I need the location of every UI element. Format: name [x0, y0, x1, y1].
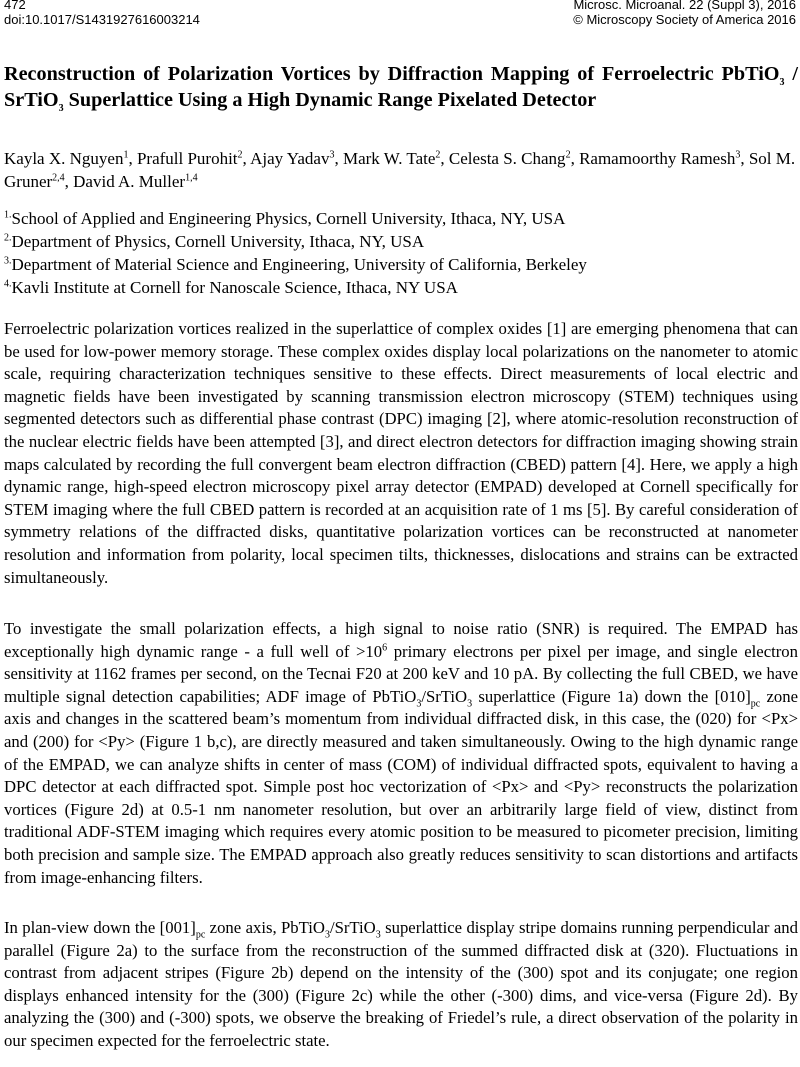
affiliation-text: Department of Material Science and Engineering, University of California, Berkeley	[11, 255, 587, 274]
author-affiliation-mark: 3	[329, 149, 335, 161]
author-name: Ramamoorthy Ramesh	[579, 149, 736, 168]
affiliation-text: Department of Physics, Cornell University, Ithaca, NY, USA	[11, 232, 425, 251]
affiliation-text: Kavli Institute at Cornell for Nanoscale Science, Ithaca, NY USA	[11, 278, 458, 297]
author-separator: ,	[440, 149, 449, 168]
paragraph-intro: Ferroelectric polarization vortices realized in the superlattice of complex oxides [1] are emerging phenomena that can be used for low-power memory storage. These complex oxides display local polarizations on the nanometer to atomic scale, requiring characterization techniques sensitive to these effects. Direct measurements of local electric and magnetic fields have been investigated by scanning transmission electron microscopy (STEM) techniques using segmented detectors such as differential phase contrast (DPC) imaging [2], where atomic-resolution reconstruction of the nuclear electric fields have been attempted [3], and direct electron detectors for diffraction imaging showing strain maps calculated by recording the full convergent beam electron diffraction (CBED) pattern [4]. Here, we apply a high dynamic range, high-speed electron microscopy pixel array detector (EMPAD) developed at Cornell specifically for STEM imaging where the full CBED pattern is recorded at an acquisition rate of 1 ms [5]. By careful consideration of symmetry relations of the diffracted disks, quantitative polarization vortices can be reconstructed at nanometer resolution and information from polarity, local specimen tilts, thicknesses, dislocations and strains can be extracted simultaneously.	[4, 319, 798, 587]
affiliation-list	[4, 207, 798, 299]
affiliation-mark: 3.	[4, 255, 12, 267]
author-affiliation-mark: 2	[237, 149, 243, 161]
affiliation-text: School of Applied and Engineering Physics, Cornell University, Ithaca, NY, USA	[11, 209, 566, 228]
author-name: Kayla X. Nguyen	[4, 149, 124, 168]
affiliation-item	[4, 207, 798, 230]
author-affiliation-mark: 1,4	[185, 172, 198, 184]
author-name: Celesta S. Chang	[448, 149, 566, 168]
paper-title: Reconstruction of Polarization Vortices by Diffraction Mapping of Ferroelectric PbTiO$_3$ / SrTiO$_3$ Superlattice Using a High Dynamic Range Pixelated Detector	[4, 63, 799, 115]
affiliation-item	[4, 276, 798, 299]
author-name: Ajay Yadav	[250, 149, 330, 168]
doi[interactable]: doi:10.1017/S1431927616003214	[4, 12, 200, 27]
author-list	[4, 147, 798, 193]
author-separator: ,	[570, 149, 580, 168]
affiliation-item	[4, 230, 798, 253]
author-affiliation-mark: 1	[123, 149, 129, 161]
author-separator: ,	[64, 172, 74, 191]
affiliation-mark: 1.	[4, 209, 12, 221]
author-affiliation-mark: 2	[435, 149, 441, 161]
paragraph-plan-view: In plan-view down the $[001]_{pc}$ zone axis, PbTiO$_3$/SrTiO$_3$ superlattice display stripe domains running perpendicular and parallel (Figure 2a) to the surface from the reconstruction of the summed diffracted disk at (320). Fluctuations in contrast from adjacent stripes (Figure 2b) depend on the intensity of the (300) spot and its conjugate; one region displays enhanced intensity for the (300) (Figure 2c) while the other (-300) dims, and vice-versa (Figure 2d). By analyzing the (300) and (-300) spots, we observe the breaking of Friedel’s rule, a direct observation of the polarity in our specimen expected for the ferroelectric state.	[4, 918, 798, 1050]
author-name: Mark W. Tate	[342, 149, 436, 168]
paragraph-method: To investigate the small polarization effects, a high signal to noise ratio (SNR) is required. The EMPAD has exceptionally high dynamic range - a full well of $>10^6$ primary electrons per pixel per image, and single electron sensitivity at 1162 frames per second, on the Tecnai F20 at 200 keV and 10 pA. By collecting the full CBED, we have multiple signal detection capabilities; ADF image of PbTiO$_3$/SrTiO$_3$ superlattice (Figure 1a) down the $[010]_{pc}$ zone axis and changes in the scattered beam’s momentum from individual diffracted disk, in this case, the (020) for <Px> and (200) for <Py> (Figure 1 b,c), are directly measured and taken simultaneously. Owing to the high dynamic range of the EMPAD, we can analyze shifts in center of mass (COM) of individual diffracted spots, equivalent to having a DPC detector at each diffracted spot. Simple post hoc vectorization of <Px> and <Py> reconstructs the polarization vortices (Figure 2d) at 0.5-1 nm nanometer resolution, but over an arbitrarily large field of view, distinct from traditional ADF-STEM imaging which requires every atomic position to be measured to picometer precision, limiting both precision and sample size. The EMPAD approach also greatly reduces sensitivity to scan distortions and artifacts from image-enhancing filters.	[4, 619, 798, 887]
author-name: Prafull Purohit	[136, 149, 238, 168]
author-separator: ,	[128, 149, 137, 168]
author-affiliation-mark: 2	[565, 149, 571, 161]
copyright: © Microscopy Society of America 2016	[573, 12, 796, 27]
affiliation-mark: 4.	[4, 278, 12, 290]
page-number: 472	[4, 0, 26, 12]
author-separator: ,	[242, 149, 251, 168]
author-separator: ,	[740, 149, 749, 168]
author-separator: ,	[334, 149, 343, 168]
author-name: Sol M. Gruner	[4, 149, 796, 191]
author-affiliation-mark: 3	[735, 149, 741, 161]
author-affiliation-mark: 2,4	[52, 172, 65, 184]
author-name: David A. Muller	[73, 172, 186, 191]
journal-citation: Microsc. Microanal. 22 (Suppl 3), 2016	[573, 0, 796, 12]
running-header-right	[573, 0, 796, 27]
running-header-left	[4, 0, 200, 27]
affiliation-mark: 2.	[4, 232, 12, 244]
affiliation-item	[4, 253, 798, 276]
